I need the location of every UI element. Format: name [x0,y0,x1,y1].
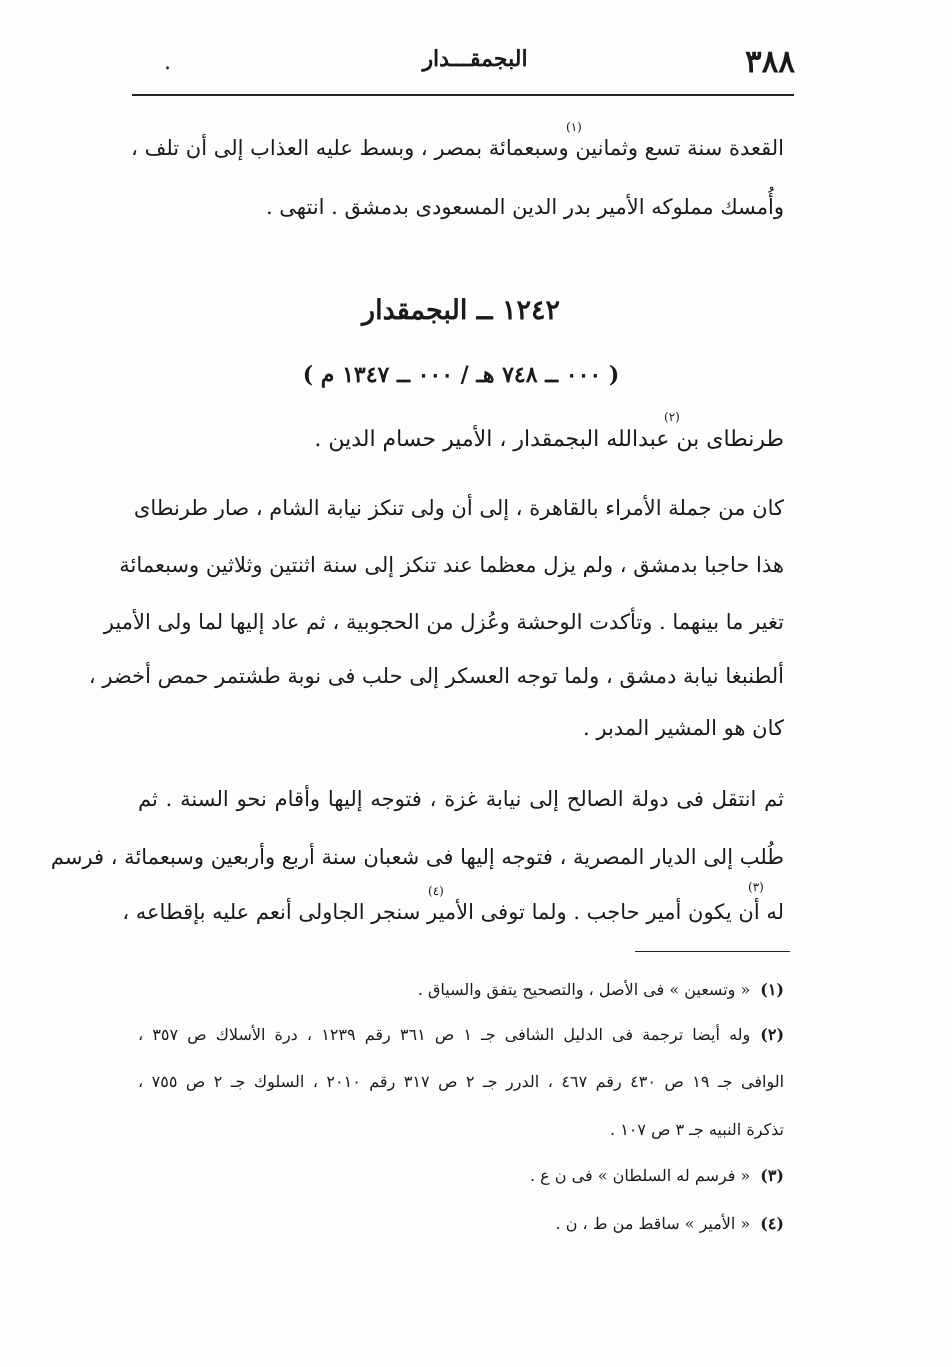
entry-dates: ( ٠٠٠ ــ ٧٤٨ هـ / ٠٠٠ ــ ١٣٤٧ م ) [302,362,620,388]
footnote-2 [138,1025,784,1044]
entry-name-line: طرنطاى بن عبدالله البجمقدار ، الأمير حسام الدين . [314,427,784,452]
footnote-3-number: (٣) [760,1166,784,1185]
footnote-2-cont-1: الوافى جـ ١٩ ص ٤٣٠ رقم ٤٦٧ ، الدرر جـ ٢ ص ٣١٧ رقم ٢٠١٠ ، السلوك جـ ٢ ص ٧٥٥ ، [138,1072,785,1091]
footnote-2-text: وله أيضا ترجمة فى الدليل الشافى جـ ١ ص ٣٦١ رقم ١٢٣٩ ، درة الأسلاك ص ٣٥٧ ، [138,1025,751,1044]
page-number: ٣٨٨ [745,44,795,80]
footnote-ref-2: (٢) [664,410,680,424]
footnote-ref-4: (٤) [428,884,444,898]
footnote-4-text: « الأمير » ساقط من ط ، ن . [555,1214,751,1233]
header-rule [132,94,794,96]
footnote-3-text: « فرسم له السلطان » فى ن ع . [529,1166,751,1185]
footnote-ref-1: (١) [566,120,582,134]
footnote-1 [138,980,784,999]
para2-line-3: له أن يكون أمير حاجب . ولما توفى الأمير سنجر الجاولى أنعم عليه بإقطاعه ، [122,900,784,924]
intro-line-1: القعدة سنة تسع وثمانين وسبعمائة بمصر ، وبسط عليه العذاب إلى أن تلف ، [131,136,784,160]
footnote-1-number: (١) [760,980,784,999]
footnote-rule [635,951,790,952]
footnote-4-number: (٤) [760,1214,784,1233]
footnote-3 [138,1166,784,1185]
entry-title: ١٢٤٢ ــ البجمقدار [362,295,560,326]
para1-line-3: تغير ما بينهما . وتأكدت الوحشة وعُزل من الحجوبية ، ثم عاد إليها لما ولى الأمير [103,610,784,634]
intro-line-2: وأُمسك مملوكه الأمير بدر الدين المسعودى بدمشق . انتهى . [265,195,784,219]
running-title: البجمقـــدار [422,46,528,72]
para1-line-1: كان من جملة الأمراء بالقاهرة ، إلى أن ولى تنكز نيابة الشام ، صار طرنطاى [133,496,784,520]
para1-line-4: ألطنبغا نيابة دمشق ، ولما توجه العسكر إلى حلب فى نوبة طشتمر حمص أخضر ، [88,664,784,688]
para2-line-1: ثم انتقل فى دولة الصالح إلى نيابة غزة ، فتوجه إليها وأقام نحو السنة . ثم [138,787,784,811]
para1-line-5: كان هو المشير المدبر . [583,716,784,740]
footnote-ref-3: (٣) [748,880,764,894]
para1-line-2: هذا حاجبا بدمشق ، ولم يزل معظما عند تنكز إلى سنة اثنتين وثلاثين وسبعمائة [119,553,784,577]
para2-line-2: طُلب إلى الديار المصرية ، فتوجه إليها فى شعبان سنة أربع وأربعين وسبعمائة ، فرسم [50,845,784,869]
footnote-2-number: (٢) [760,1025,785,1044]
header-dot: . [164,50,171,75]
footnote-2-cont-2: تذكرة النبيه جـ ٣ ص ١٠٧ . [610,1120,784,1139]
footnote-4 [138,1214,784,1233]
footnote-1-text: « وتسعين » فى الأصل ، والتصحيح يتفق والسياق . [417,980,751,999]
